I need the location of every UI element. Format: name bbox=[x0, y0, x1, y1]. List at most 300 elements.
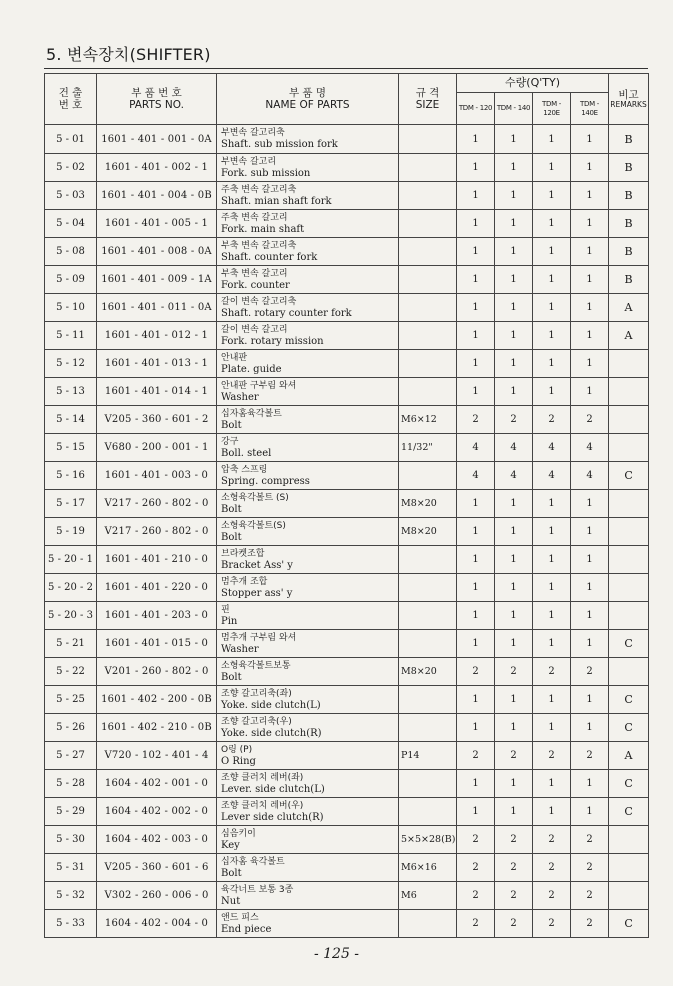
qty-tdm120e: 1 bbox=[533, 518, 571, 546]
qty-tdm140: 1 bbox=[495, 182, 533, 210]
part-name bbox=[217, 125, 399, 154]
part-name bbox=[217, 294, 399, 322]
table-row bbox=[45, 798, 649, 826]
remarks: A bbox=[609, 322, 649, 350]
qty-tdm140e: 1 bbox=[571, 350, 609, 378]
qty-tdm120e: 1 bbox=[533, 770, 571, 798]
part-name bbox=[217, 518, 399, 546]
part-name-en: Bolt bbox=[221, 419, 242, 431]
part-name-ko: 심음키이 bbox=[221, 828, 256, 839]
part-size: M6 bbox=[399, 882, 457, 910]
part-size: M8×20 bbox=[399, 518, 457, 546]
part-name bbox=[217, 798, 399, 826]
qty-tdm140e: 4 bbox=[571, 434, 609, 462]
qty-tdm140: 1 bbox=[495, 574, 533, 602]
header-remarks-ko: 비고 bbox=[618, 88, 639, 101]
table-row bbox=[45, 574, 649, 602]
part-name bbox=[217, 266, 399, 294]
qty-tdm120e: 1 bbox=[533, 714, 571, 742]
part-size: M8×20 bbox=[399, 490, 457, 518]
remarks bbox=[609, 602, 649, 630]
item-no: 5 - 25 bbox=[45, 686, 97, 714]
part-name-ko: 십자홈육각볼트 bbox=[221, 408, 282, 419]
qty-tdm120: 1 bbox=[457, 546, 495, 574]
part-name-en: Lever side clutch(R) bbox=[221, 811, 324, 823]
qty-tdm120: 1 bbox=[457, 322, 495, 350]
qty-tdm120: 4 bbox=[457, 462, 495, 490]
part-size bbox=[399, 770, 457, 798]
table-header bbox=[45, 74, 649, 125]
part-name-en: Washer bbox=[221, 391, 259, 403]
qty-tdm120e: 1 bbox=[533, 490, 571, 518]
header-remarks bbox=[609, 74, 649, 125]
qty-tdm120: 1 bbox=[457, 574, 495, 602]
table-row bbox=[45, 350, 649, 378]
qty-tdm140e: 1 bbox=[571, 210, 609, 238]
part-name-ko: 핀 bbox=[221, 604, 230, 615]
item-no: 5 - 33 bbox=[45, 910, 97, 938]
part-size bbox=[399, 462, 457, 490]
part-name-ko: 부변속 갈고리축 bbox=[221, 128, 285, 138]
item-no: 5 - 10 bbox=[45, 294, 97, 322]
part-name bbox=[217, 238, 399, 266]
part-size bbox=[399, 266, 457, 294]
part-name bbox=[217, 406, 399, 434]
qty-tdm120e: 2 bbox=[533, 826, 571, 854]
part-size bbox=[399, 686, 457, 714]
part-name-en: Shaft. mian shaft fork bbox=[221, 195, 332, 207]
qty-tdm120: 1 bbox=[457, 294, 495, 322]
remarks: B bbox=[609, 238, 649, 266]
part-name-ko: 압축 스프링 bbox=[221, 464, 268, 475]
qty-tdm140e: 1 bbox=[571, 546, 609, 574]
remarks: A bbox=[609, 294, 649, 322]
qty-tdm140: 1 bbox=[495, 210, 533, 238]
table-row bbox=[45, 378, 649, 406]
part-name-en: Bolt bbox=[221, 867, 242, 879]
part-name-ko: 조향 갈고리축(우) bbox=[221, 716, 292, 727]
part-number: 1601 - 401 - 004 - 0B bbox=[97, 182, 217, 210]
qty-tdm140: 1 bbox=[495, 154, 533, 182]
qty-tdm140: 1 bbox=[495, 630, 533, 658]
part-name-ko: 십자홈 육각볼트 bbox=[221, 856, 285, 867]
part-name-en: Stopper ass' y bbox=[221, 587, 293, 599]
qty-tdm140e: 1 bbox=[571, 602, 609, 630]
qty-tdm140e: 1 bbox=[571, 770, 609, 798]
table-row bbox=[45, 462, 649, 490]
qty-tdm140: 2 bbox=[495, 826, 533, 854]
part-name bbox=[217, 826, 399, 854]
qty-tdm140: 1 bbox=[495, 125, 533, 154]
part-name bbox=[217, 742, 399, 770]
part-name-ko: 부축 변속 갈고리 bbox=[221, 268, 288, 279]
header-name-ko: 부 품 명 bbox=[288, 86, 327, 99]
qty-tdm120: 2 bbox=[457, 854, 495, 882]
qty-tdm140e: 2 bbox=[571, 882, 609, 910]
part-number: 1601 - 401 - 001 - 0A bbox=[97, 125, 217, 154]
remarks: A bbox=[609, 742, 649, 770]
header-name bbox=[217, 74, 399, 125]
part-name-ko: 조향 클러치 레버(우) bbox=[221, 800, 304, 811]
part-name-en: Spring. compress bbox=[221, 475, 310, 487]
item-no: 5 - 15 bbox=[45, 434, 97, 462]
table-row bbox=[45, 546, 649, 574]
item-no: 5 - 03 bbox=[45, 182, 97, 210]
part-name-en: Shaft. counter fork bbox=[221, 251, 318, 263]
part-size bbox=[399, 910, 457, 938]
qty-tdm140: 1 bbox=[495, 378, 533, 406]
remarks bbox=[609, 574, 649, 602]
remarks: B bbox=[609, 266, 649, 294]
qty-tdm140e: 1 bbox=[571, 378, 609, 406]
item-no: 5 - 32 bbox=[45, 882, 97, 910]
qty-tdm120e: 1 bbox=[533, 686, 571, 714]
qty-tdm120e: 1 bbox=[533, 602, 571, 630]
header-qty: 수량(Q'TY) bbox=[457, 74, 609, 93]
part-number: V302 - 260 - 006 - 0 bbox=[97, 882, 217, 910]
part-size bbox=[399, 714, 457, 742]
part-name bbox=[217, 770, 399, 798]
qty-tdm120: 1 bbox=[457, 770, 495, 798]
qty-tdm120e: 2 bbox=[533, 910, 571, 938]
part-name-en: O Ring bbox=[221, 755, 256, 767]
table-row bbox=[45, 154, 649, 182]
qty-tdm140e: 1 bbox=[571, 798, 609, 826]
part-name bbox=[217, 854, 399, 882]
qty-tdm120e: 1 bbox=[533, 294, 571, 322]
qty-tdm120: 1 bbox=[457, 125, 495, 154]
part-name-en: Nut bbox=[221, 895, 241, 907]
part-name bbox=[217, 154, 399, 182]
qty-tdm120e: 2 bbox=[533, 406, 571, 434]
part-name-ko: 갈이 변속 갈고리축 bbox=[221, 296, 297, 307]
qty-tdm140: 1 bbox=[495, 798, 533, 826]
qty-tdm140e: 4 bbox=[571, 462, 609, 490]
header-item-no-ko: 건 출 bbox=[58, 86, 83, 99]
qty-tdm120e: 1 bbox=[533, 322, 571, 350]
qty-tdm120e: 1 bbox=[533, 350, 571, 378]
part-size bbox=[399, 182, 457, 210]
table-row bbox=[45, 490, 649, 518]
part-size bbox=[399, 798, 457, 826]
part-name-en: Boll. steel bbox=[221, 447, 272, 459]
table-row bbox=[45, 238, 649, 266]
part-name-ko: O링 (P) bbox=[221, 744, 253, 755]
qty-tdm120: 1 bbox=[457, 686, 495, 714]
qty-tdm120: 4 bbox=[457, 434, 495, 462]
part-size bbox=[399, 546, 457, 574]
table-row bbox=[45, 518, 649, 546]
part-size bbox=[399, 630, 457, 658]
header-model-tdm140: TDM - 140 bbox=[495, 93, 533, 125]
part-number: 1601 - 401 - 013 - 1 bbox=[97, 350, 217, 378]
qty-tdm140e: 2 bbox=[571, 742, 609, 770]
remarks: C bbox=[609, 770, 649, 798]
qty-tdm120e: 1 bbox=[533, 266, 571, 294]
qty-tdm120: 2 bbox=[457, 882, 495, 910]
part-name-en: Washer bbox=[221, 643, 259, 655]
qty-tdm120e: 1 bbox=[533, 125, 571, 154]
remarks bbox=[609, 490, 649, 518]
qty-tdm140e: 1 bbox=[571, 182, 609, 210]
qty-tdm120: 2 bbox=[457, 826, 495, 854]
qty-tdm140e: 1 bbox=[571, 125, 609, 154]
item-no: 5 - 17 bbox=[45, 490, 97, 518]
item-no: 5 - 08 bbox=[45, 238, 97, 266]
item-no: 5 - 20 - 2 bbox=[45, 574, 97, 602]
qty-tdm120: 1 bbox=[457, 238, 495, 266]
part-name-en: Shaft. sub mission fork bbox=[221, 139, 338, 150]
table-row bbox=[45, 854, 649, 882]
qty-tdm140: 1 bbox=[495, 322, 533, 350]
table-row bbox=[45, 125, 649, 154]
qty-tdm140: 2 bbox=[495, 854, 533, 882]
part-number: 1601 - 401 - 011 - 0A bbox=[97, 294, 217, 322]
part-name-en: Fork. main shaft bbox=[221, 223, 305, 235]
part-name-en: Pin bbox=[221, 615, 238, 627]
qty-tdm120: 1 bbox=[457, 210, 495, 238]
table-row bbox=[45, 770, 649, 798]
qty-tdm120e: 1 bbox=[533, 238, 571, 266]
item-no: 5 - 29 bbox=[45, 798, 97, 826]
part-number: V680 - 200 - 001 - 1 bbox=[97, 434, 217, 462]
qty-tdm140e: 2 bbox=[571, 406, 609, 434]
part-size: 5×5×28(B) bbox=[399, 826, 457, 854]
part-name-ko: 브라켓조합 bbox=[221, 548, 265, 559]
qty-tdm120: 2 bbox=[457, 406, 495, 434]
qty-tdm120: 2 bbox=[457, 742, 495, 770]
item-no: 5 - 31 bbox=[45, 854, 97, 882]
part-size bbox=[399, 602, 457, 630]
part-name-en: Fork. sub mission bbox=[221, 167, 311, 179]
remarks: C bbox=[609, 462, 649, 490]
qty-tdm140: 1 bbox=[495, 770, 533, 798]
remarks bbox=[609, 518, 649, 546]
table-row bbox=[45, 658, 649, 686]
qty-tdm120: 1 bbox=[457, 798, 495, 826]
part-name bbox=[217, 882, 399, 910]
part-name-ko: 주축 변속 갈고리 bbox=[221, 212, 288, 223]
remarks: C bbox=[609, 714, 649, 742]
qty-tdm140: 2 bbox=[495, 742, 533, 770]
qty-tdm140e: 1 bbox=[571, 574, 609, 602]
table-row bbox=[45, 826, 649, 854]
table-row bbox=[45, 434, 649, 462]
part-number: 1601 - 401 - 005 - 1 bbox=[97, 210, 217, 238]
qty-tdm120: 2 bbox=[457, 658, 495, 686]
header-model-tdm120e: TDM - 120E bbox=[533, 93, 571, 125]
item-no: 5 - 11 bbox=[45, 322, 97, 350]
remarks bbox=[609, 406, 649, 434]
part-name-ko: 안내판 bbox=[221, 352, 248, 363]
qty-tdm140: 1 bbox=[495, 714, 533, 742]
part-name-en: Bolt bbox=[221, 503, 242, 515]
qty-tdm140e: 1 bbox=[571, 490, 609, 518]
header-size-ko: 규 격 bbox=[415, 86, 440, 99]
part-name-ko: 소형육각볼트(S) bbox=[221, 520, 286, 531]
qty-tdm120: 2 bbox=[457, 910, 495, 938]
part-name-en: Bolt bbox=[221, 531, 242, 543]
part-number: 1601 - 401 - 002 - 1 bbox=[97, 154, 217, 182]
qty-tdm140: 1 bbox=[495, 294, 533, 322]
part-name-ko: 소형육각볼트 (S) bbox=[221, 492, 289, 503]
part-size bbox=[399, 125, 457, 154]
qty-tdm120e: 1 bbox=[533, 154, 571, 182]
part-number: 1604 - 402 - 003 - 0 bbox=[97, 826, 217, 854]
item-no: 5 - 21 bbox=[45, 630, 97, 658]
qty-tdm140: 1 bbox=[495, 350, 533, 378]
remarks bbox=[609, 658, 649, 686]
part-size bbox=[399, 378, 457, 406]
header-model-tdm120: TDM - 120 bbox=[457, 93, 495, 125]
remarks: B bbox=[609, 210, 649, 238]
part-name-ko: 부변속 갈고리 bbox=[221, 156, 277, 167]
qty-tdm120e: 1 bbox=[533, 546, 571, 574]
part-name bbox=[217, 602, 399, 630]
qty-tdm120e: 2 bbox=[533, 742, 571, 770]
qty-tdm140: 2 bbox=[495, 658, 533, 686]
qty-tdm140: 1 bbox=[495, 238, 533, 266]
qty-tdm120e: 1 bbox=[533, 798, 571, 826]
qty-tdm140e: 1 bbox=[571, 518, 609, 546]
item-no: 5 - 12 bbox=[45, 350, 97, 378]
part-name-ko: 안내판 구부림 와셔 bbox=[221, 380, 297, 391]
header-name-en: NAME OF PARTS bbox=[265, 99, 350, 111]
part-size: M6×16 bbox=[399, 854, 457, 882]
item-no: 5 - 01 bbox=[45, 125, 97, 154]
qty-tdm140e: 2 bbox=[571, 658, 609, 686]
part-number: 1601 - 401 - 014 - 1 bbox=[97, 378, 217, 406]
qty-tdm120e: 1 bbox=[533, 574, 571, 602]
qty-tdm140: 2 bbox=[495, 882, 533, 910]
qty-tdm120: 1 bbox=[457, 490, 495, 518]
part-name-ko: 조향 클러치 레버(좌) bbox=[221, 772, 304, 783]
item-no: 5 - 19 bbox=[45, 518, 97, 546]
part-name-ko: 멈추개 조합 bbox=[221, 576, 268, 587]
part-name-en: Yoke. side clutch(L) bbox=[221, 699, 321, 711]
part-name bbox=[217, 490, 399, 518]
table-row bbox=[45, 266, 649, 294]
qty-tdm140: 1 bbox=[495, 686, 533, 714]
table-row bbox=[45, 742, 649, 770]
remarks: B bbox=[609, 125, 649, 154]
parts-table bbox=[44, 73, 649, 938]
part-size bbox=[399, 154, 457, 182]
qty-tdm120e: 2 bbox=[533, 854, 571, 882]
part-name-ko: 주축 변속 갈고리축 bbox=[221, 184, 297, 195]
part-name-ko: 앤드 피스 bbox=[221, 912, 259, 923]
qty-tdm120: 1 bbox=[457, 182, 495, 210]
part-number: V217 - 260 - 802 - 0 bbox=[97, 490, 217, 518]
part-name-en: Shaft. rotary counter fork bbox=[221, 307, 352, 319]
part-number: 1601 - 401 - 009 - 1A bbox=[97, 266, 217, 294]
part-number: 1601 - 402 - 210 - 0B bbox=[97, 714, 217, 742]
part-number: 1604 - 402 - 004 - 0 bbox=[97, 910, 217, 938]
table-body bbox=[45, 125, 649, 938]
part-size: M8×20 bbox=[399, 658, 457, 686]
part-size bbox=[399, 210, 457, 238]
part-size: M6×12 bbox=[399, 406, 457, 434]
part-number: 1601 - 401 - 015 - 0 bbox=[97, 630, 217, 658]
part-number: V205 - 360 - 601 - 6 bbox=[97, 854, 217, 882]
item-no: 5 - 13 bbox=[45, 378, 97, 406]
header-item-no bbox=[45, 74, 97, 125]
title-rule bbox=[44, 68, 648, 69]
page-number: - 125 - bbox=[313, 946, 360, 962]
remarks: B bbox=[609, 154, 649, 182]
qty-tdm140: 2 bbox=[495, 910, 533, 938]
part-name bbox=[217, 910, 399, 938]
qty-tdm140: 1 bbox=[495, 518, 533, 546]
item-no: 5 - 09 bbox=[45, 266, 97, 294]
part-number: 1601 - 402 - 200 - 0B bbox=[97, 686, 217, 714]
header-parts-no bbox=[97, 74, 217, 125]
qty-tdm140e: 1 bbox=[571, 686, 609, 714]
part-name bbox=[217, 322, 399, 350]
part-name-en: Bolt bbox=[221, 671, 242, 683]
qty-tdm120e: 1 bbox=[533, 378, 571, 406]
part-name-en: Bracket Ass' y bbox=[221, 559, 293, 571]
part-name bbox=[217, 546, 399, 574]
qty-tdm140e: 1 bbox=[571, 238, 609, 266]
qty-tdm140e: 1 bbox=[571, 630, 609, 658]
qty-tdm120: 1 bbox=[457, 378, 495, 406]
part-number: 1601 - 401 - 003 - 0 bbox=[97, 462, 217, 490]
table-row bbox=[45, 406, 649, 434]
item-no: 5 - 20 - 1 bbox=[45, 546, 97, 574]
part-name bbox=[217, 350, 399, 378]
part-number: V720 - 102 - 401 - 4 bbox=[97, 742, 217, 770]
part-name-en: Fork. rotary mission bbox=[221, 335, 324, 347]
part-size bbox=[399, 350, 457, 378]
qty-tdm140e: 1 bbox=[571, 154, 609, 182]
part-size: P14 bbox=[399, 742, 457, 770]
part-name-en: Yoke. side clutch(R) bbox=[221, 727, 322, 739]
part-name-ko: 부축 변속 갈고리축 bbox=[221, 240, 297, 251]
part-name-en: Lever. side clutch(L) bbox=[221, 783, 325, 795]
qty-tdm140: 2 bbox=[495, 406, 533, 434]
item-no: 5 - 04 bbox=[45, 210, 97, 238]
table-row bbox=[45, 322, 649, 350]
qty-tdm140e: 1 bbox=[571, 266, 609, 294]
remarks: C bbox=[609, 630, 649, 658]
table-row bbox=[45, 182, 649, 210]
part-number: V217 - 260 - 802 - 0 bbox=[97, 518, 217, 546]
table-row bbox=[45, 882, 649, 910]
header-item-no-sub: 번 호 bbox=[58, 99, 83, 111]
header-parts-no-ko: 부 품 번 호 bbox=[131, 86, 182, 99]
item-no: 5 - 14 bbox=[45, 406, 97, 434]
qty-tdm140e: 2 bbox=[571, 826, 609, 854]
part-number: 1604 - 402 - 002 - 0 bbox=[97, 798, 217, 826]
part-name bbox=[217, 210, 399, 238]
qty-tdm120: 1 bbox=[457, 350, 495, 378]
part-name bbox=[217, 686, 399, 714]
part-name bbox=[217, 714, 399, 742]
part-name-ko: 조향 갈고리축(좌) bbox=[221, 688, 292, 699]
remarks bbox=[609, 434, 649, 462]
header-remarks-en: REMARKS bbox=[610, 99, 647, 109]
qty-tdm120: 1 bbox=[457, 714, 495, 742]
qty-tdm140e: 1 bbox=[571, 322, 609, 350]
part-size bbox=[399, 574, 457, 602]
qty-tdm120e: 4 bbox=[533, 462, 571, 490]
remarks: C bbox=[609, 686, 649, 714]
table-row bbox=[45, 686, 649, 714]
qty-tdm120e: 2 bbox=[533, 658, 571, 686]
part-name bbox=[217, 658, 399, 686]
header-parts-no-en: PARTS NO. bbox=[129, 99, 184, 111]
